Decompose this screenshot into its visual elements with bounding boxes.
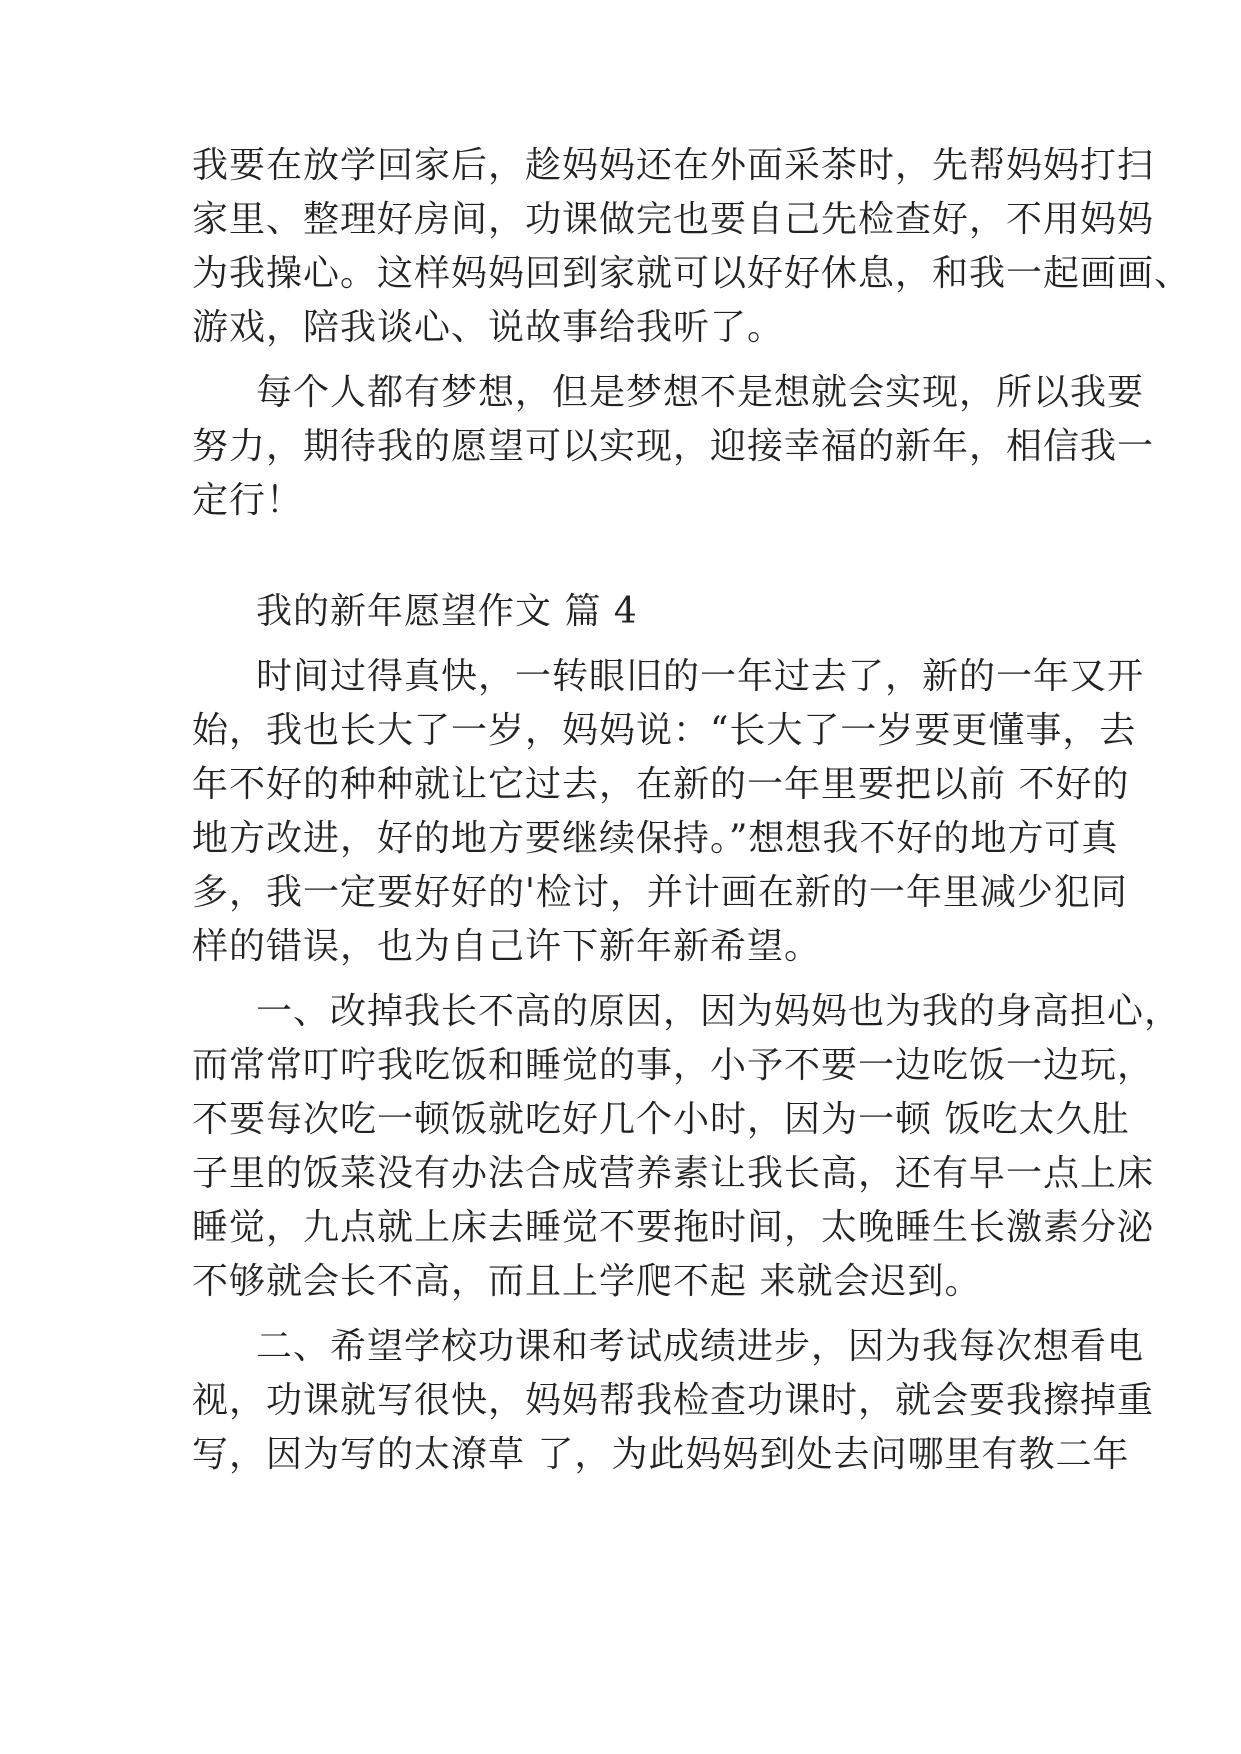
text-line: 为我操心。这样妈妈回到家就可以好好休息，和我一起画画、 xyxy=(192,253,1192,294)
text-line: 子里的饭菜没有办法合成营养素让我长高，还有早一点上床 xyxy=(192,1153,1155,1194)
text-line: 睡觉，九点就上床去睡觉不要拖时间，太晚睡生长激素分泌 xyxy=(192,1207,1155,1248)
paragraph-first-line: 时间过得真快，一转眼旧的一年过去了，新的一年又开 xyxy=(256,656,1145,697)
text-line: 努力，期待我的愿望可以实现，迎接幸福的新年，相信我一 xyxy=(192,426,1155,467)
text-line: 写，因为写的太潦草 了，为此妈妈到处去问哪里有教二年 xyxy=(192,1434,1130,1475)
text-line: 定行！ xyxy=(192,480,304,521)
text-line: 家里、整理好房间，功课做完也要自己先检查好，不用妈妈 xyxy=(192,199,1155,240)
text-line: 地方改进，好的地方要继续保持。”想想我不好的地方可真 xyxy=(192,818,1119,859)
paragraph-first-line: 二、希望学校功课和考试成绩进步，因为我每次想看电 xyxy=(256,1326,1145,1367)
text-line: 年不好的种种就让它过去，在新的一年里要把以前 不好的 xyxy=(192,764,1130,805)
text-line: 不够就会长不高，而且上学爬不起 来就会迟到。 xyxy=(192,1261,982,1302)
paragraph-first-line: 每个人都有梦想，但是梦想不是想就会实现，所以我要 xyxy=(256,372,1145,413)
text-line: 始，我也长大了一岁，妈妈说：“长大了一岁要更懂事，去 xyxy=(192,710,1137,751)
text-line: 不要每次吃一顿饭就吃好几个小时，因为一顿 饭吃太久肚 xyxy=(192,1099,1130,1140)
text-line: 多，我一定要好好的'检讨，并计画在新的一年里减少犯同 xyxy=(192,872,1128,913)
text-line: 样的错误，也为自己许下新年新希望。 xyxy=(192,926,822,967)
text-line: 而常常叮咛我吃饭和睡觉的事，小予不要一边吃饭一边玩， xyxy=(192,1045,1155,1086)
paragraph-first-line: 一、改掉我长不高的原因，因为妈妈也为我的身高担心， xyxy=(256,991,1182,1032)
section-heading: 我的新年愿望作文 篇 4 xyxy=(256,591,638,632)
text-line: 游戏，陪我谈心、说故事给我听了。 xyxy=(192,307,785,348)
text-line: 视，功课就写很快，妈妈帮我检查功课时，就会要我擦掉重 xyxy=(192,1380,1155,1421)
text-line: 我要在放学回家后，趁妈妈还在外面采茶时，先帮妈妈打扫 xyxy=(192,145,1155,186)
